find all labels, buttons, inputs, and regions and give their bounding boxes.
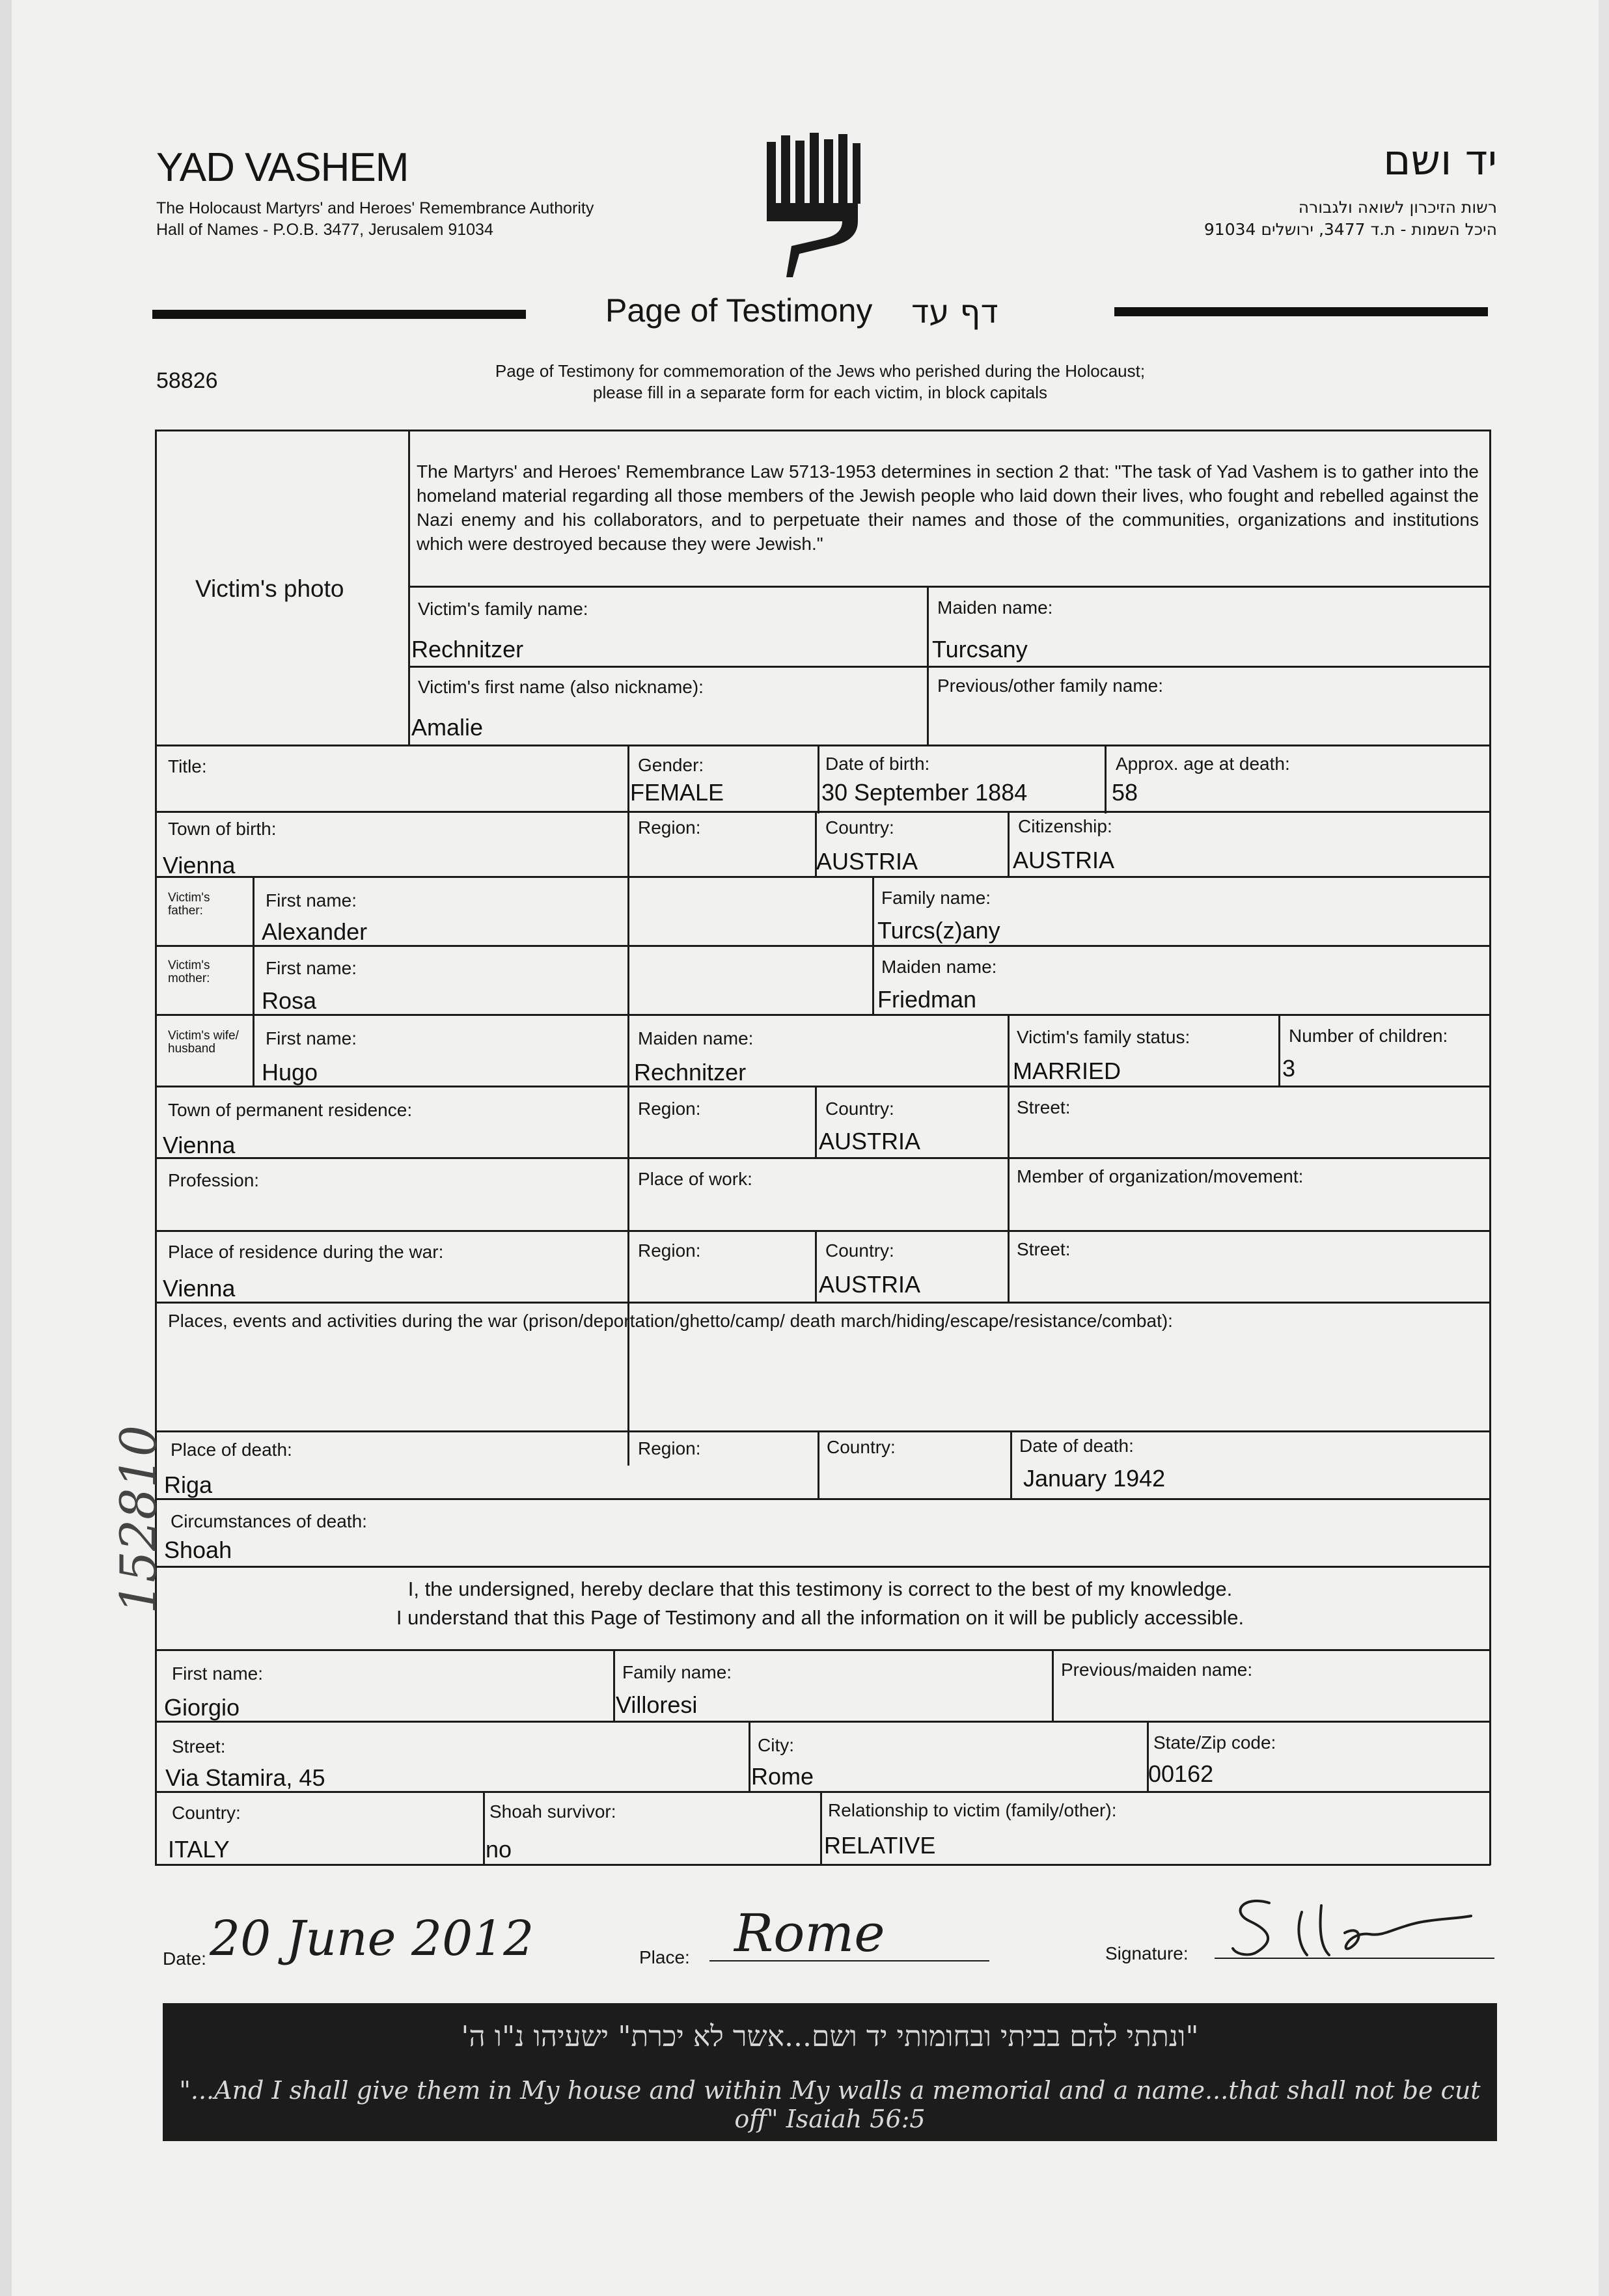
father-first-name: Alexander — [262, 918, 368, 945]
mother-side-label: Victim's mother: — [168, 959, 210, 985]
victim-town-of-birth: Vienna — [163, 852, 236, 879]
father-side-label: Victim's father: — [168, 891, 210, 918]
place-of-death-label: Place of death: — [171, 1440, 292, 1460]
circumstances-label: Circumstances of death: — [171, 1511, 367, 1531]
relationship-label: Relationship to victim (family/other): — [828, 1800, 1117, 1820]
victim-family-name-label: Victim's family name: — [418, 599, 588, 619]
intro-line-1: Page of Testimony for commemoration of the Jews who perished during the Holocaust; — [495, 361, 1146, 381]
header-rule-right — [1114, 307, 1488, 316]
banner-english: "...And I shall give them in My house and within My walls a memorial and a name...that shall not be cut off" Isaiah 56:5 — [179, 2076, 1481, 2133]
signature-mark-icon — [1224, 1893, 1478, 1964]
father-family-name: Turcs(z)any — [877, 917, 1000, 944]
birth-country-label: Country: — [825, 817, 894, 838]
circumstances-of-death: Shoah — [164, 1537, 232, 1563]
banner-hebrew: "ונתתי להם בביתי ובחומותי יד ושם...אשר לא יכרת" ישעיהו נ"ו ה' — [461, 2020, 1199, 2053]
war-residence: Vienna — [163, 1275, 236, 1302]
title-label: Title: — [168, 756, 207, 776]
submitter-first-name-label: First name: — [172, 1663, 264, 1684]
org-address: Hall of Names - P.O.B. 3477, Jerusalem 91034 — [156, 221, 493, 239]
form-title: Page of Testimony — [605, 292, 873, 329]
submitter-street: Via Stamira, 45 — [165, 1764, 325, 1791]
form-number: 58826 — [156, 368, 218, 393]
permanent-residence-label: Town of permanent residence: — [168, 1100, 413, 1120]
declaration-line-1: I, the undersigned, hereby declare that this testimony is correct to the best of my knowledge. — [407, 1578, 1233, 1600]
submitter-street-label: Street: — [172, 1736, 226, 1756]
war-region-label: Region: — [638, 1240, 701, 1261]
victim-date-of-birth: 30 September 1884 — [821, 779, 1028, 806]
signing-date-label: Date: — [163, 1948, 206, 1969]
victim-age-at-death: 58 — [1112, 779, 1138, 806]
submitter-first-name: Giorgio — [164, 1694, 240, 1721]
declaration — [163, 1575, 1478, 1632]
date-of-death-label: Date of death: — [1019, 1436, 1134, 1456]
signing-date: 20 June 2012 — [210, 1911, 534, 1967]
shoah-survivor-label: Shoah survivor: — [489, 1801, 616, 1822]
maiden-name-label: Maiden name: — [937, 597, 1053, 618]
mother-maiden-name-label: Maiden name: — [881, 957, 997, 977]
shoah-survivor: no — [486, 1836, 512, 1863]
family-status-label: Victim's family status: — [1017, 1027, 1190, 1047]
org-name-en: YAD VASHEM — [156, 145, 409, 190]
victim-first-name: Amalie — [411, 714, 484, 741]
relationship-to-victim: RELATIVE — [824, 1832, 936, 1859]
number-of-children: 3 — [1282, 1055, 1296, 1082]
victim-photo-label: Victim's photo — [195, 575, 344, 602]
signature-label: Signature: — [1105, 1943, 1189, 1963]
war-street-label: Street: — [1017, 1239, 1071, 1259]
war-country: AUSTRIA — [819, 1271, 921, 1298]
submitter-family-name-label: Family name: — [622, 1662, 732, 1682]
submitter-zip-label: State/Zip code: — [1153, 1732, 1276, 1753]
signing-place: Rome — [734, 1903, 885, 1963]
intro-line-2: please fill in a separate form for each victim, in block capitals — [593, 383, 1047, 402]
spouse-side-label: Victim's wife/ husband — [168, 1029, 239, 1056]
father-first-name-label: First name: — [266, 890, 357, 910]
father-family-name-label: Family name: — [881, 888, 991, 908]
archive-number: 152810 — [109, 1425, 167, 1614]
submitter-city-label: City: — [758, 1735, 794, 1755]
mother-first-name-label: First name: — [266, 958, 357, 978]
previous-family-name-label: Previous/other family name: — [937, 676, 1164, 696]
war-events-label: Places, events and activities during the war (prison/deportation/ghetto/camp/ death march/hiding/escape/resistance/combat): — [168, 1311, 1173, 1331]
yad-vashem-logo-icon — [760, 130, 864, 280]
date-of-death: January 1942 — [1023, 1465, 1166, 1492]
org-subtitle-he-1: רשות הזיכרון לשואה ולגבורה — [1298, 198, 1497, 217]
residence-region-label: Region: — [638, 1099, 701, 1119]
law-text: The Martyrs' and Heroes' Remembrance Law 5713-1953 determines in section 2 that: "The task of Yad Vashem is to gather into the homeland material regarding all those members of the Jewish people who laid down their lives, who fought and rebelled against the Nazi enemy and his collaborators, and to perpetuate their names and those of the communities, organizations and institutions which were destroyed because they were Jewish." — [417, 461, 1479, 554]
gender-label: Gender: — [638, 755, 704, 775]
submitter-previous-name-label: Previous/maiden name: — [1061, 1660, 1253, 1680]
date-of-birth-label: Date of birth: — [825, 754, 930, 774]
victim-maiden-name: Turcsany — [932, 636, 1028, 663]
form-title-he: דף עד — [911, 293, 998, 331]
town-of-birth-label: Town of birth: — [168, 819, 277, 839]
victim-citizenship: AUSTRIA — [1013, 847, 1115, 873]
signing-place-label: Place: — [639, 1947, 690, 1967]
victim-gender: FEMALE — [630, 779, 724, 806]
residence-country-label: Country: — [825, 1099, 894, 1119]
age-at-death-label: Approx. age at death: — [1116, 754, 1290, 774]
war-country-label: Country: — [825, 1240, 894, 1261]
isaiah-banner — [163, 2003, 1497, 2141]
spouse-first-name: Hugo — [262, 1059, 318, 1086]
org-subtitle-he-2: היכל השמות - ת.ד 3477, ירושלים 91034 — [1203, 220, 1497, 239]
declaration-line-2: I understand that this Page of Testimony and all the information on it will be publicly accessible. — [396, 1606, 1245, 1629]
place-of-work-label: Place of work: — [638, 1169, 752, 1189]
number-of-children-label: Number of children: — [1289, 1026, 1448, 1046]
victim-first-name-label: Victim's first name (also nickname): — [418, 677, 704, 697]
header-rule-left — [152, 310, 526, 319]
mother-maiden-name: Friedman — [877, 986, 977, 1013]
intro-text — [364, 361, 1276, 403]
spouse-first-name-label: First name: — [266, 1028, 357, 1048]
submitter-country: ITALY — [168, 1836, 230, 1863]
mother-first-name: Rosa — [262, 987, 317, 1014]
citizenship-label: Citizenship: — [1018, 816, 1112, 836]
war-residence-label: Place of residence during the war: — [168, 1242, 444, 1262]
death-region-label: Region: — [638, 1438, 701, 1458]
submitter-city: Rome — [751, 1763, 814, 1790]
profession-label: Profession: — [168, 1170, 260, 1190]
membership-label: Member of organization/movement: — [1017, 1166, 1304, 1186]
victim-family-status: MARRIED — [1013, 1058, 1121, 1084]
submitter-country-label: Country: — [172, 1803, 241, 1823]
submitter-zip: 00162 — [1148, 1760, 1214, 1787]
place-of-death: Riga — [164, 1471, 213, 1498]
residence-street-label: Street: — [1017, 1097, 1071, 1117]
org-subtitle-1: The Holocaust Martyrs' and Heroes' Remembrance Authority — [156, 199, 594, 217]
org-name-he: יד ושם — [1383, 137, 1497, 185]
victim-family-name: Rechnitzer — [411, 636, 524, 663]
submitter-family-name: Villoresi — [616, 1691, 698, 1718]
death-country-label: Country: — [827, 1437, 896, 1457]
spouse-maiden-name: Rechnitzer — [634, 1059, 747, 1086]
victim-birth-country: AUSTRIA — [816, 848, 918, 875]
spouse-maiden-name-label: Maiden name: — [638, 1028, 754, 1048]
permanent-residence-town: Vienna — [163, 1132, 236, 1158]
residence-country: AUSTRIA — [819, 1128, 921, 1155]
birth-region-label: Region: — [638, 817, 701, 838]
